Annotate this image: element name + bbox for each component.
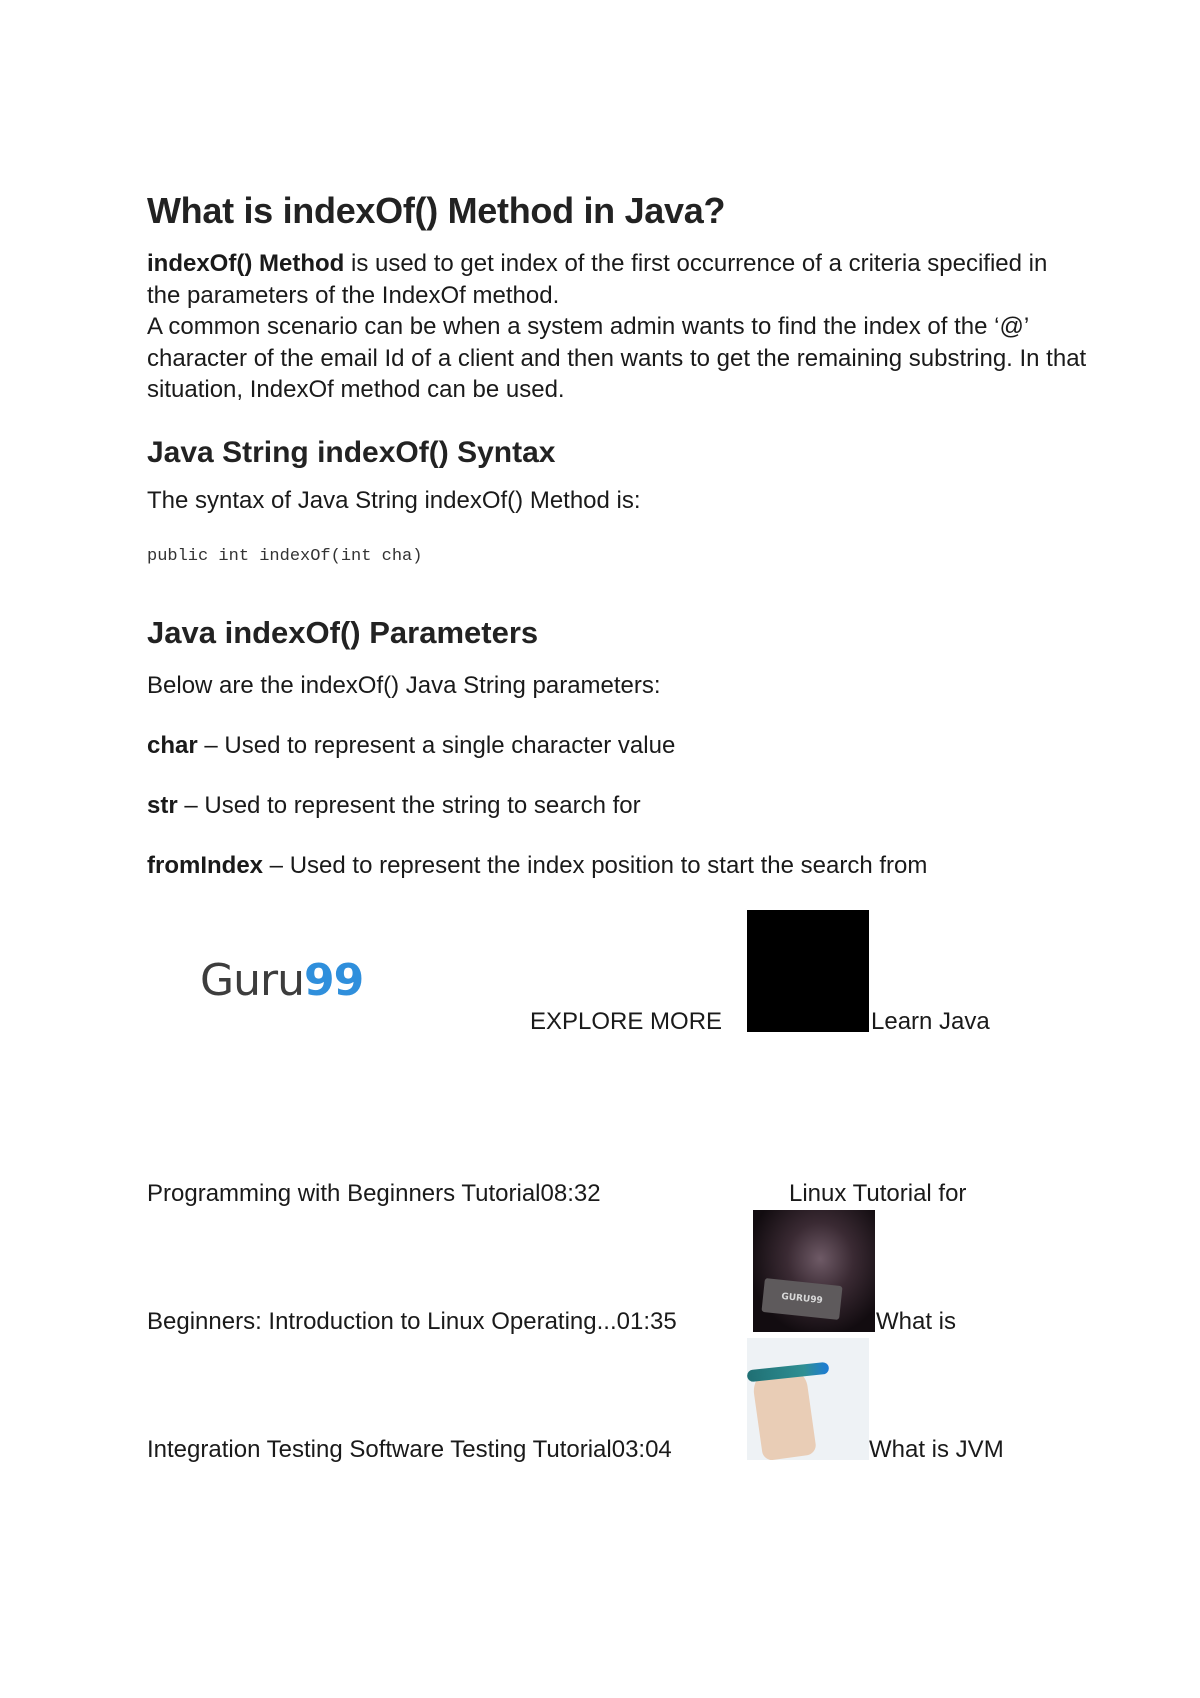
intro-section <box>147 248 1087 406</box>
intro-text: is used to get index of the first occurrence of a criteria specified in the parameters of the IndexOf method. <box>147 250 1048 309</box>
param-term: char <box>147 732 198 759</box>
video-line-2[interactable]: Beginners: Introduction to Linux Operating...01:35 <box>147 1308 677 1335</box>
param-term: fromIndex <box>147 852 264 879</box>
video-thumbnail-3[interactable] <box>747 1338 869 1460</box>
param-item-fromindex <box>147 850 927 882</box>
video-title-linux[interactable]: Linux Tutorial for <box>789 1180 967 1207</box>
param-term: str <box>147 792 178 819</box>
page-title: What is indexOf() Method in Java? <box>147 190 726 231</box>
param-desc: – Used to represent the index position to start the search from <box>263 852 928 879</box>
syntax-code: public int indexOf(int cha) <box>147 547 423 566</box>
video-thumbnail-1[interactable] <box>747 910 869 1032</box>
param-desc: – Used to represent the string to search for <box>177 792 641 819</box>
intro-paragraph <box>147 248 1087 311</box>
video-title-learn-java[interactable]: Learn Java <box>871 1008 990 1035</box>
video-thumbnail-2[interactable] <box>753 1210 875 1332</box>
param-desc: – Used to represent a single character value <box>197 732 676 759</box>
intro-term: indexOf() Method <box>147 250 345 277</box>
param-item-char <box>147 730 675 762</box>
param-item-str <box>147 790 641 822</box>
parameters-heading: Java indexOf() Parameters <box>147 615 539 650</box>
syntax-heading: Java String indexOf() Syntax <box>147 436 556 469</box>
logo-word: Guru <box>200 955 304 1006</box>
logo-number: 99 <box>303 955 364 1006</box>
video-line-3[interactable]: Integration Testing Software Testing Tutorial03:04 <box>147 1436 672 1463</box>
syntax-lead: The syntax of Java String indexOf() Method is: <box>147 487 641 514</box>
thumbnail-card: GURU99 <box>761 1278 842 1320</box>
parameters-lead: Below are the indexOf() Java String parameters: <box>147 672 661 699</box>
video-line-1[interactable]: Programming with Beginners Tutorial08:32 <box>147 1180 601 1207</box>
video-title-what-is[interactable]: What is <box>876 1308 957 1335</box>
explore-more-link[interactable]: EXPLORE MORE <box>530 1008 723 1035</box>
intro-paragraph-2: A common scenario can be when a system admin wants to find the index of the ‘@’ character of the email Id of a client and then wants to get the remaining substring. In that situation, IndexOf method can be used. <box>147 313 1087 403</box>
guru99-logo[interactable] <box>200 955 363 1006</box>
video-title-what-is-jvm[interactable]: What is JVM <box>869 1436 1004 1463</box>
